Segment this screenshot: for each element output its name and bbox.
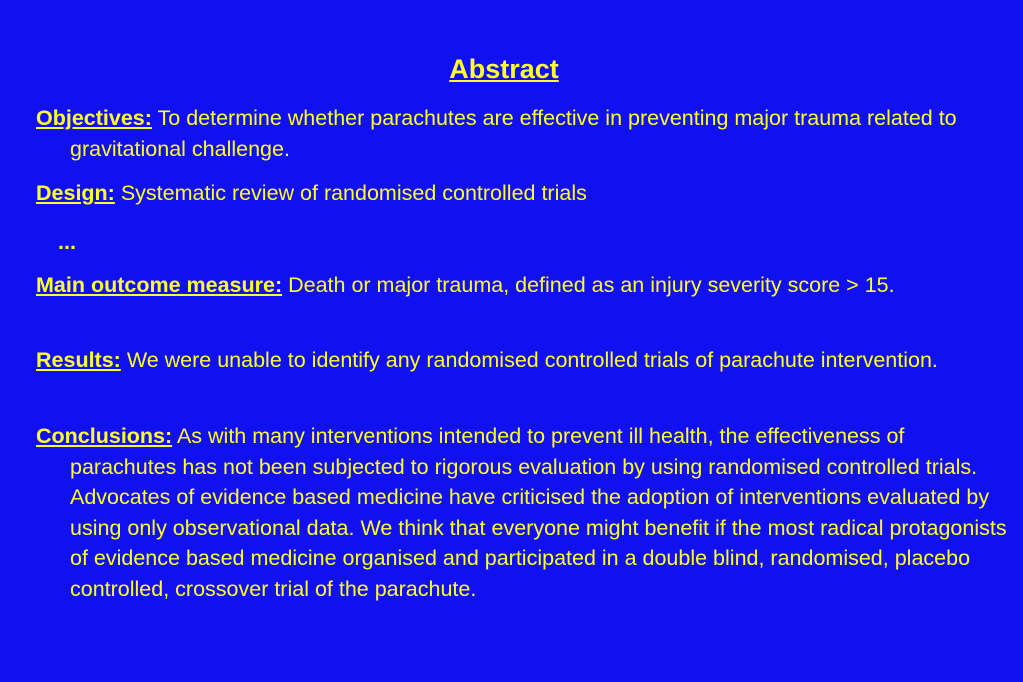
conclusions-label: Conclusions: xyxy=(36,424,173,448)
design-paragraph xyxy=(36,178,1010,209)
slide-title: Abstract xyxy=(449,54,559,84)
omission-ellipsis: ... xyxy=(58,230,76,254)
objectives-paragraph xyxy=(36,103,1010,164)
main-outcome-text: Death or major trauma, defined as an injury severity score > 15. xyxy=(288,273,895,297)
conclusions-text: As with many interventions intended to prevent ill health, the effectiveness of parachutes has not been subjected to rigorous evaluation by using randomised controlled trials. Advocates of evidence based medicine have criticised the adoption of interventions evaluated by using only observational data. We think that everyone might benefit if the most radical protagonists of evidence based medicine organised and participated in a double blind, randomised, placebo controlled, crossover trial of the parachute. xyxy=(70,424,1007,601)
design-label: Design: xyxy=(36,181,115,205)
results-paragraph xyxy=(36,345,1010,376)
results-text: We were unable to identify any randomised controlled trials of parachute intervention. xyxy=(126,348,938,372)
results-label: Results: xyxy=(36,348,121,372)
main-outcome-paragraph xyxy=(36,270,1010,301)
conclusions-paragraph xyxy=(36,421,1010,604)
objectives-label: Objectives: xyxy=(36,106,152,130)
objectives-text: To determine whether parachutes are effective in preventing major trauma related to gravitational challenge. xyxy=(70,106,957,161)
main-outcome-label: Main outcome measure: xyxy=(36,273,283,297)
design-text: Systematic review of randomised controlled trials xyxy=(120,181,587,205)
